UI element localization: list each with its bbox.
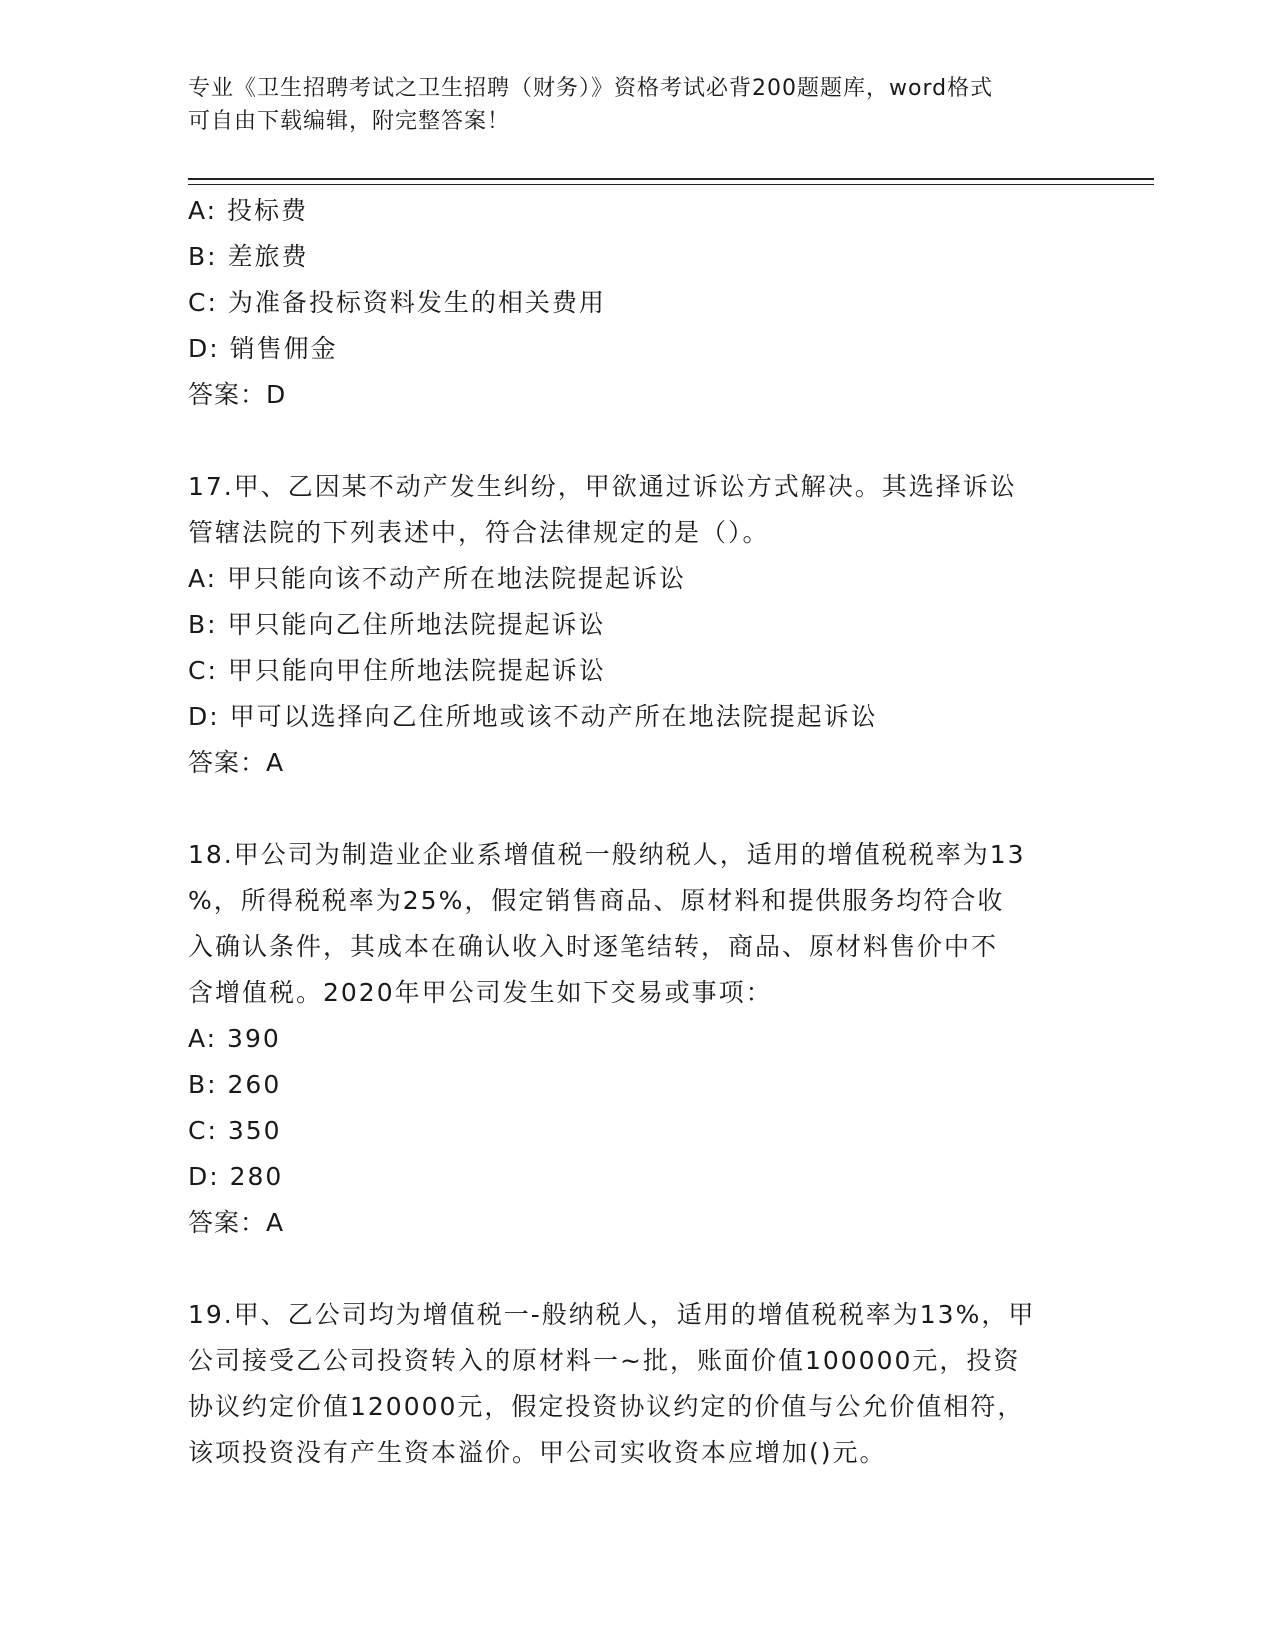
- question-stem-line: 17.甲、乙因某不动产发生纠纷，甲欲通过诉讼方式解决。其选择诉讼: [188, 472, 1017, 501]
- question-stem-line: 管辖法院的下列表述中，符合法律规定的是（）。: [188, 518, 770, 547]
- option-c: C: 为准备投标资料发生的相关费用: [188, 288, 606, 317]
- question-content: [188, 188, 1088, 1476]
- question-stem-line: 入确认条件，其成本在确认收入时逐笔结转，商品、原材料售价中不: [188, 932, 999, 961]
- question-18: [188, 832, 1088, 1246]
- spacer: [188, 786, 1088, 832]
- header-rule-thick: [188, 178, 1154, 180]
- document-header: [188, 72, 1088, 138]
- question-stem-line: 协议约定价值120000元，假定投资协议约定的价值与公允价值相符，: [188, 1392, 1025, 1421]
- question-17-answer: 答案：A: [188, 748, 285, 777]
- option-d: D: 甲可以选择向乙住所地或该不动产所在地法院提起诉讼: [188, 702, 878, 731]
- option-c: C: 甲只能向甲住所地法院提起诉讼: [188, 656, 606, 685]
- question-stem-line: %，所得税税率为25%，假定销售商品、原材料和提供服务均符合收: [188, 886, 1005, 915]
- question-stem-line: 19.甲、乙公司均为增值税一-般纳税人，适用的增值税税率为13%，甲: [188, 1300, 1036, 1329]
- question-stem-line: 18.甲公司为制造业企业系增值税一般纳税人，适用的增值税税率为13: [188, 840, 1026, 869]
- header-line-1: 专业《卫生招聘考试之卫生招聘（财务）》资格考试必背200题题库，word格式: [188, 76, 994, 101]
- question-stem-line: 该项投资没有产生资本溢价。甲公司实收资本应增加()元。: [188, 1438, 887, 1467]
- question-stem-line: 含增值税。2020年甲公司发生如下交易或事项：: [188, 978, 773, 1007]
- spacer: [188, 1246, 1088, 1292]
- option-c: C: 350: [188, 1116, 282, 1145]
- spacer: [188, 418, 1088, 464]
- option-b: B: 260: [188, 1070, 282, 1099]
- option-b: B: 差旅费: [188, 242, 309, 271]
- question-17: [188, 464, 1088, 786]
- header-rule-thin: [188, 184, 1154, 185]
- question-16-options: [188, 188, 1088, 372]
- question-18-answer: 答案：A: [188, 1208, 285, 1237]
- option-d: D: 销售佣金: [188, 334, 338, 363]
- option-a: A: 甲只能向该不动产所在地法院提起诉讼: [188, 564, 687, 593]
- option-b: B: 甲只能向乙住所地法院提起诉讼: [188, 610, 606, 639]
- option-a: A: 390: [188, 1024, 281, 1053]
- option-a: A: 投标费: [188, 196, 309, 225]
- question-19: [188, 1292, 1088, 1476]
- header-line-2: 可自由下载编辑，附完整答案！: [188, 109, 511, 134]
- question-stem-line: 公司接受乙公司投资转入的原材料一~批，账面价值100000元，投资: [188, 1346, 1021, 1375]
- question-16-answer: 答案：D: [188, 380, 287, 409]
- option-d: D: 280: [188, 1162, 284, 1191]
